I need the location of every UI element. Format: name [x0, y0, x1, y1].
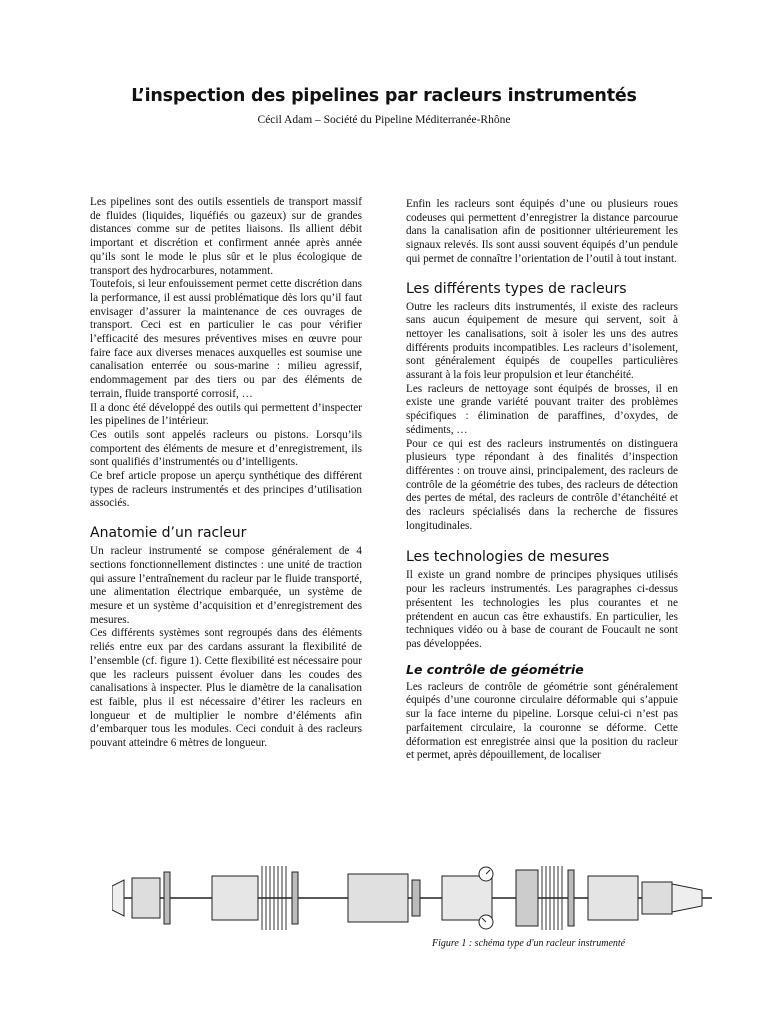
left-column	[90, 196, 362, 751]
right-column	[406, 198, 678, 763]
heading-technologies: Les technologies de mesures	[406, 549, 610, 566]
wheels-paragraph: Enfin les racleurs sont équipés d’une ou plusieurs roues codeuses qui permettent d’enregistrer la distance parcourue dans la canalisation afin de positionner ultérieurement les signaux relevés. Ils sont aussi souvent équipés d’un pendule qui permet de connaître l’orientation de l’outil à tout instant.	[406, 198, 678, 265]
types-paragraph-3: Pour ce qui est des racleurs instrumentés on distinguera plusieurs type répondant à des finalités d’inspection différentes : on trouve ainsi, principalement, des racleurs de contrôle de la géométrie des tubes, des racleurs de détection des pertes de métal, des racleurs de contrôle d’étanchéité et des racleurs spécialisés dans la recherche de fissures longitudinales.	[406, 437, 678, 532]
intro-paragraph-4: Ces outils sont appelés racleurs ou pistons. Lorsqu’ils comportent des éléments de mesure et d’enregistrement, ils sont qualifiés d’instrumentés ou d’intelligents.	[90, 428, 362, 469]
intro-paragraph-2: Toutefois, si leur enfouissement permet cette discrétion dans la performance, il est aussi problématique dès lors qu’il faut envisager d’assurer la maintenance de ces ouvrages de transport. Ceci est en particulier le cas pour vérifier l’efficacité des mesures préventives mises en œuvre pour faire face aux diverses menaces auxquelles est soumise une canalisation enterrée ou sous-marine : milieu agressif, endommagement par des tiers ou par des éléments de terrain, fluide transporté corrosif, …	[90, 278, 362, 400]
figure-caption: Figure 1 : schéma type d'un racleur instrumenté	[432, 938, 626, 949]
heading-geometry: Le contrôle de géométrie	[406, 661, 584, 677]
types-paragraph-2: Les racleurs de nettoyage sont équipés de brosses, il en existe une grande variété pouvant traiter des problèmes spécifiques : élimination de paraffines, d’oxydes, de sédiments, …	[406, 382, 678, 436]
anatomy-paragraph-1: Un racleur instrumenté se compose généralement de 4 sections fonctionnellement distinctes : une unité de traction qui assure l’entraînement du racleur par le fluide transporté, une alimentation électrique embarquée, un système de mesure et un système d’acquisition et d’enregistrement des mesures.	[90, 545, 362, 626]
geometry-paragraph: Les racleurs de contrôle de géométrie sont généralement équipés d’une couronne circulaire déformable qui s’appuie sur la face interne du pipeline. Lorsque celui-ci n’est pas parfaitement circulaire, la couronne se déforme. Cette déformation est enregistrée ainsi que la position du racleur et permet, après dépouillement, de localiser	[406, 680, 678, 762]
types-paragraph-1: Outre les racleurs dits instrumentés, il existe des racleurs sans aucun équipement de mesure qui servent, soit à nettoyer les canalisations, soit à isoler les uns des autres différents produits incompatibles. Les racleurs d’isolement, sont généralement équipés de coupelles particulières assurant à la fois leur propulsion et leur étanchéité.	[406, 300, 678, 382]
heading-anatomy: Anatomie d’un racleur	[90, 525, 247, 542]
pig-schematic-figure	[112, 858, 712, 936]
article-author: Cécil Adam – Société du Pipeline Méditerranée-Rhône	[257, 114, 511, 126]
heading-types: Les différents types de racleurs	[406, 280, 627, 297]
intro-paragraph-1: Les pipelines sont des outils essentiels de transport massif de fluides (liquides, liquéfiés ou gazeux) sur de grandes distances comme sur de petites liaisons. Ils allient débit important et discrétion et confirment année après année qu’ils sont le mode le plus sûr et le plus écologique de transport des hydrocarbures, notamment.	[90, 196, 362, 277]
technologies-paragraph: Il existe un grand nombre de principes physiques utilisés pour les racleurs instrumentés. Les paragraphes ci-dessus présentent les technologies les plus courantes et ne prétendent en aucun cas être exhaustifs. En particulier, les techniques vidéo ou à base de courant de Foucault ne sont pas développées.	[406, 569, 678, 650]
anatomy-paragraph-2: Ces différents systèmes sont regroupés dans des éléments reliés entre eux par des cardans assurant la flexibilité de l’ensemble (cf. figure 1). Cette flexibilité est nécessaire pour que les racleurs puissent évoluer dans les coudes des canalisations à inspecter. Plus le diamètre de la canalisation est faible, plus il est nécessaire d’étirer les racleurs en longueur et de multiplier le nombre d’éléments afin d’embarquer tous les modules. Ceci conduit à des racleurs pouvant atteindre 6 mètres de longueur.	[90, 627, 362, 750]
intro-paragraph-3: Il a donc été développé des outils qui permettent d’inspecter les pipelines de l’intérieur.	[90, 401, 362, 428]
article-title: L’inspection des pipelines par racleurs instrumentés	[131, 86, 637, 106]
intro-paragraph-5: Ce bref article propose un aperçu synthétique des différent types de racleurs instrumentés et des principes d’utilisation associés.	[90, 470, 362, 510]
